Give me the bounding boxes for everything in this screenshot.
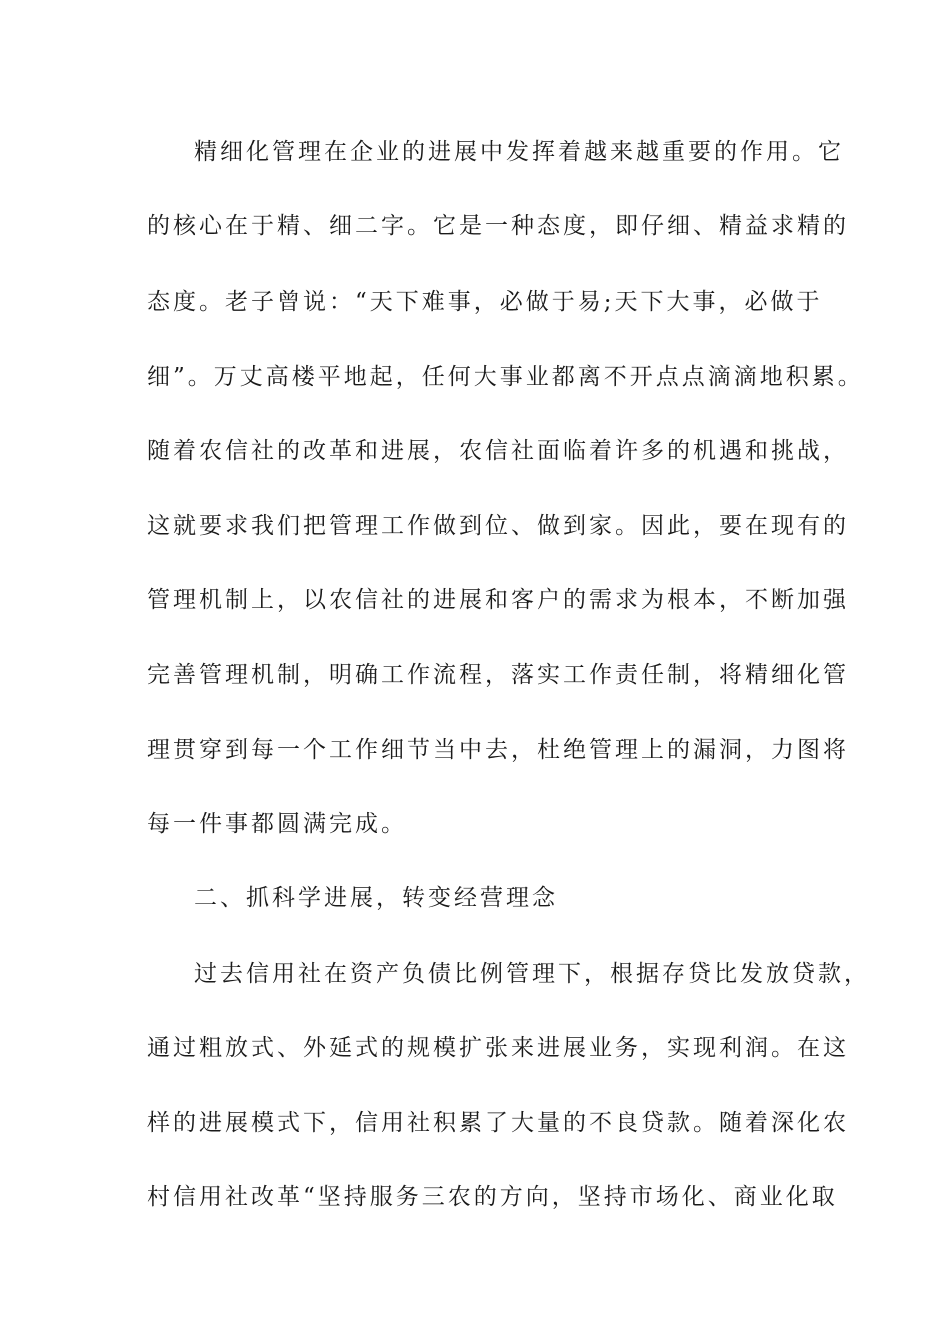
paragraph-line: 每一件事都圆满完成。 bbox=[147, 811, 407, 837]
paragraph-line: 这就要求我们把管理工作做到位、做到家。因此，要在现有的 bbox=[147, 513, 849, 539]
paragraph-line: 过去信用社在资产负债比例管理下，根据存贷比发放贷款， bbox=[194, 961, 870, 987]
paragraph-line: 理贯穿到每一个工作细节当中去，杜绝管理上的漏洞，力图将 bbox=[147, 737, 849, 763]
paragraph-line: 完善管理机制，明确工作流程，落实工作责任制，将精细化管 bbox=[147, 662, 849, 688]
paragraph-line: 通过粗放式、外延式的规模扩张来进展业务，实现利润。在这 bbox=[147, 1035, 849, 1061]
section-heading: 二、抓科学进展，转变经营理念 bbox=[194, 885, 558, 911]
paragraph-line: 管理机制上，以农信社的进展和客户的需求为根本，不断加强 bbox=[147, 587, 849, 613]
paragraph-line: 态度。老子曾说：“天下难事，必做于易;天下大事，必做于 bbox=[147, 289, 823, 315]
paragraph-line: 的核心在于精、细二字。它是一种态度，即仔细、精益求精的 bbox=[147, 213, 849, 239]
paragraph-line: 细”。万丈高楼平地起，任何大事业都离不开点点滴滴地积累。 bbox=[147, 364, 864, 390]
paragraph-line: 随着农信社的改革和进展，农信社面临着许多的机遇和挑战， bbox=[147, 438, 849, 464]
paragraph-line: 样的进展模式下，信用社积累了大量的不良贷款。随着深化农 bbox=[147, 1110, 849, 1136]
paragraph-line: 精细化管理在企业的进展中发挥着越来越重要的作用。它 bbox=[194, 139, 844, 165]
paragraph-line: 村信用社改革“坚持服务三农的方向，坚持市场化、商业化取 bbox=[147, 1184, 838, 1210]
